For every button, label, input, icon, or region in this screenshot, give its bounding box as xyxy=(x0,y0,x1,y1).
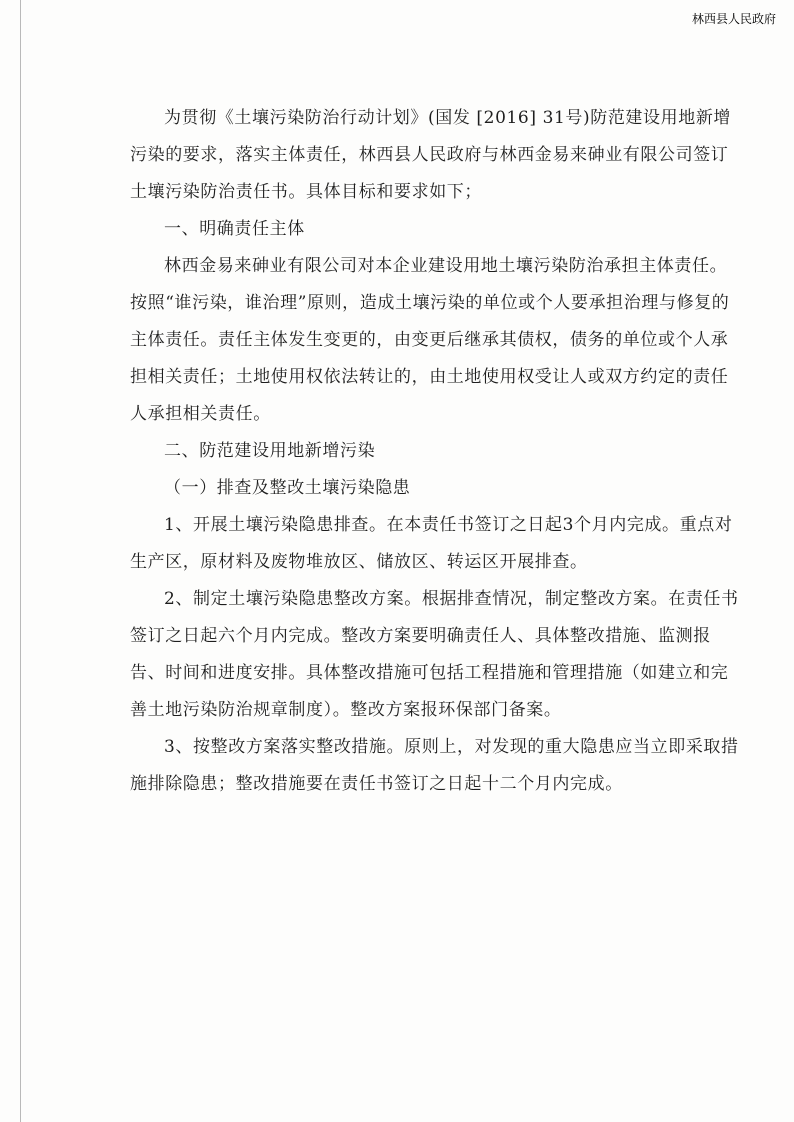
subsection-1-heading: （一）排查及整改土壤污染隐患 xyxy=(164,478,411,498)
list-item-2: 2、制定土壤污染隐患整改方案。根据排查情况，制定整改方案。在责任书签订之日起六个月内完成。整改方案要明确责任人、具体整改措施、监测报告、时间和进度安排。具体整改措施可包括工程措施和管理措施（如建立和完善土地污染防治规章制度）。整改方案报环保部门备案。 xyxy=(130,589,739,720)
list-item-1: 1、开展土壤污染隐患排查。在本责任书签订之日起3个月内完成。重点对生产区，原材料及废物堆放区、储放区、转运区开展排查。 xyxy=(130,515,733,572)
header-issuer: 林西县人民政府 xyxy=(691,12,776,26)
section-1-paragraph: 林西金易来砷业有限公司对本企业建设用地土壤污染防治承担主体责任。按照“谁污染，谁治理”原则，造成土壤污染的单位或个人要承担治理与修复的主体责任。责任主体发生变更的，由变更后继承其债权，债务的单位或个人承担相关责任；土地使用权依法转让的，由土地使用权受让人或双方约定的责任人承担相关责任。 xyxy=(130,256,730,424)
scan-edge-line xyxy=(20,0,21,1122)
section-2-heading: 二、防范建设用地新增污染 xyxy=(164,441,376,461)
section-1-heading: 一、明确责任主体 xyxy=(164,219,305,239)
list-item-3: 3、按整改方案落实整改措施。原则上，对发现的重大隐患应当立即采取措施排除隐患；整改措施要在责任书签订之日起十二个月内完成。 xyxy=(130,737,739,794)
intro-paragraph: 为贯彻《土壤污染防治行动计划》(国发 [2016] 31号)防范建设用地新增污染的要求，落实主体责任，林西县人民政府与林西金易来砷业有限公司签订土壤污染防治责任书。具体目标和要求如下； xyxy=(130,108,732,202)
document-body xyxy=(130,100,740,803)
